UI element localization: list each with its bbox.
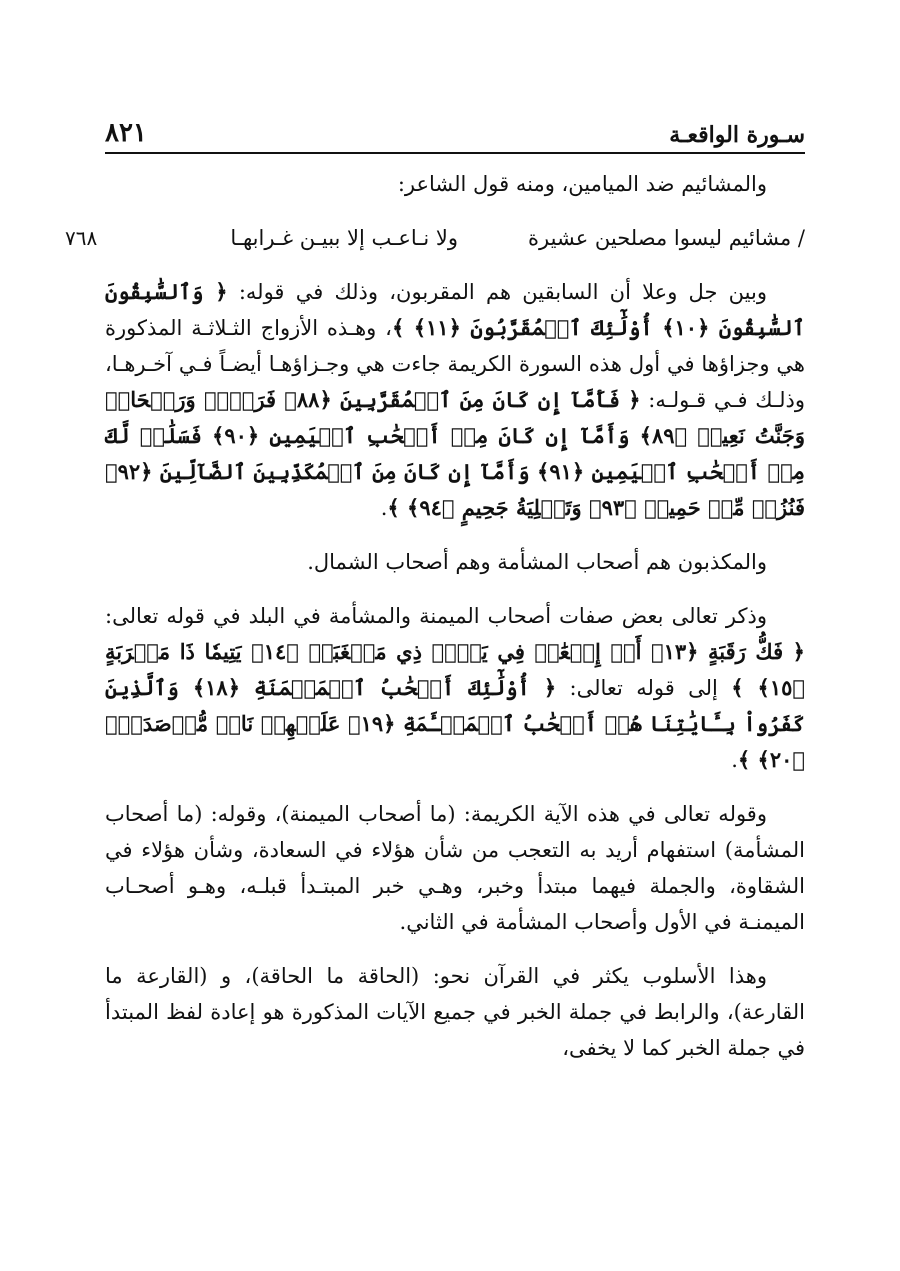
verse-hemistich-second: ولا نـاعـب إلا ببيـن غـرابهـا	[230, 226, 459, 250]
paragraph-text: وبين جل وعلا أن السابقين هم المقربون، وذلك في قوله:	[238, 280, 767, 304]
paragraph-balad	[105, 598, 805, 778]
quran-quote: ﴿ فَأَمَّآ إِن كَانَ مِنَ ٱلۡمُقَرَّبِينَ ﴿٨٨﴾ فَرَوۡحٞ وَرَيۡحَانٞ وَجَنَّتُ نَعِيمٖ ﴿٨٩﴾ وَأَمَّآ إِن كَانَ مِنۡ أَصۡحَٰبِ ٱلۡيَمِينِ ﴿٩٠﴾ فَسَلَٰمٞ لَّكَ مِنۡ أَصۡحَٰبِ ٱلۡيَمِينِ ﴿٩١﴾ وَأَمَّآ إِن كَانَ مِنَ ٱلۡمُكَذِّبِينَ ٱلضَّآلِّينَ ﴿٩٢﴾ فَنُزُلٞ مِّنۡ حَمِيمٖ ﴿٩٣﴾ وَتَصۡلِيَةُ جَحِيمٍ ﴿٩٤﴾ ﴾	[105, 387, 805, 520]
paragraph-istifham: وقوله تعالى في هذه الآية الكريمة: (ما أصحاب الميمنة)، وقوله: (ما أصحاب المشأمة) استفهام أريد به التعجب من شأن هؤلاء في السعادة، وشأن هؤلاء في الشقاوة، والجملة فيهما مبتدأ وخبر، وهـي خبر المبتـدأ قبلـه، وهـو أصحـاب الميمنـة في الأول وأصحاب المشأمة في الثاني.	[105, 802, 805, 934]
paragraph-uslub: وهذا الأسلوب يكثر في القرآن نحو: (الحاقة ما الحاقة)، و (القارعة ما القارعة)، والرابط في جملة الخبر في جميع الآيات المذكورة هو إعادة لفظ المبتدأ في جملة الخبر كما لا يخفى،	[105, 964, 805, 1060]
paragraph-text: إلى قوله تعالى:	[569, 676, 718, 700]
quran-quote: ﴿ وَٱلسَّٰبِقُونَ ٱلسَّٰبِقُونَ ﴿١٠﴾ أُوْلَٰٓئِكَ ٱلۡمُقَرَّبُونَ ﴿١١﴾ ﴾	[105, 279, 805, 340]
verse-reference-number: ٧٦٨	[65, 226, 98, 250]
paragraph-intro: والمشائيم ضد الميامين، ومنه قول الشاعر:	[397, 172, 767, 196]
book-page	[65, 108, 805, 1208]
paragraph-text: .	[380, 496, 388, 520]
page-header	[105, 108, 805, 154]
quran-quote: ﴿ فَكُّ رَقَبَةٍ ﴿١٣﴾ أَوۡ إِطۡعَٰمٞ فِي يَوۡمٖ ذِي مَسۡغَبَةٖ ﴿١٤﴾ يَتِيمٗا ذَا مَقۡرَبَةٍ ﴿١٥﴾ ﴾	[105, 639, 805, 700]
poetry-verse	[65, 220, 805, 256]
page-content	[65, 166, 805, 1066]
paragraph-text: ، وهـذه الأزواج الثـلاثـة المذكورة هي وجزاؤها في أول هذه السورة الكريمة جاءت هي وجـزاؤهـا أيضـاً فـي آخـرهـا، وذلـك فـي قـولـه:	[105, 316, 805, 412]
paragraph-mukadhdhibun: والمكذبون هم أصحاب المشأمة وهم أصحاب الشمال.	[307, 550, 767, 574]
paragraph-sabiqun	[105, 274, 805, 526]
page-number: ٨٢١	[105, 118, 147, 148]
surah-title: سـورة الواقعـة	[669, 122, 805, 148]
paragraph-text: وذكر تعالى بعض صفات أصحاب الميمنة والمشأمة في البلد في قوله تعالى:	[105, 604, 767, 628]
paragraph-text: .	[731, 748, 738, 772]
verse-hemistich-first: / مشائيم ليسوا مصلحين عشيرة	[528, 226, 805, 250]
quran-quote: ﴿ أُوْلَٰٓئِكَ أَصۡحَٰبُ ٱلۡمَيۡمَنَةِ ﴿١٨﴾ وَٱلَّذِينَ كَفَرُواْ بِـَٔايَٰتِنَا هُمۡ أَصۡحَٰبُ ٱلۡمَشۡـَٔمَةِ ﴿١٩﴾ عَلَيۡهِمۡ نَارٞ مُّؤۡصَدَةُۢ ﴿٢٠﴾ ﴾	[105, 675, 805, 772]
